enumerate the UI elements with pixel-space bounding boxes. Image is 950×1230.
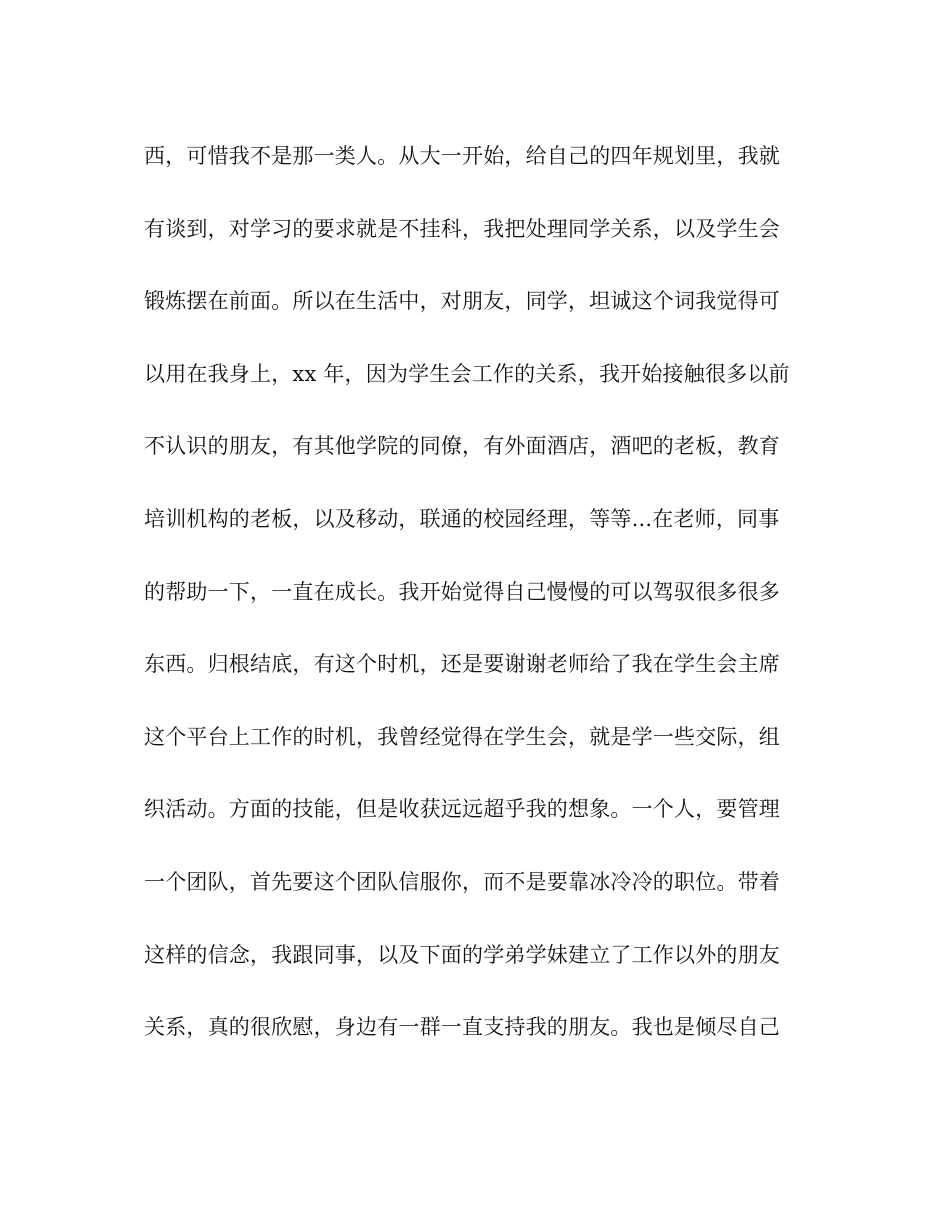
text-line-6: 培训机构的老板，以及移动，联通的校园经理，等等...在老师，同事 xyxy=(144,506,780,531)
text-line-4: 以用在我身上，xx 年，因为学生会工作的关系，我开始接触很多以前 xyxy=(144,361,790,386)
text-line-7: 的帮助一下，一直在成长。我开始觉得自己慢慢的可以驾驭很多很多 xyxy=(144,579,780,604)
text-line-13: 关系，真的很欣慰，身边有一群一直支持我的朋友。我也是倾尽自己 xyxy=(144,1015,780,1040)
text-line-12: 这样的信念，我跟同事，以及下面的学弟学妹建立了工作以外的朋友 xyxy=(144,942,780,967)
text-line-3: 锻炼摆在前面。所以在生活中，对朋友，同学，坦诚这个词我觉得可 xyxy=(144,289,780,314)
text-line-2: 有谈到，对学习的要求就是不挂科，我把处理同学关系，以及学生会 xyxy=(144,216,780,241)
text-line-1: 西，可惜我不是那一类人。从大一开始，给自己的四年规划里，我就 xyxy=(144,144,780,168)
text-line-9: 这个平台上工作的时机，我曾经觉得在学生会，就是学一些交际，组 xyxy=(144,724,780,749)
text-line-8: 东西。归根结底，有这个时机，还是要谢谢老师给了我在学生会主席 xyxy=(144,652,780,677)
text-line-10: 织活动。方面的技能，但是收获远远超乎我的想象。一个人，要管理 xyxy=(144,797,780,822)
body-text xyxy=(144,138,824,1082)
text-line-11: 一个团队，首先要这个团队信服你，而不是要靠冰冷冷的职位。带着 xyxy=(144,869,780,894)
text-line-5: 不认识的朋友，有其他学院的同僚，有外面酒店，酒吧的老板，教育 xyxy=(144,434,780,459)
